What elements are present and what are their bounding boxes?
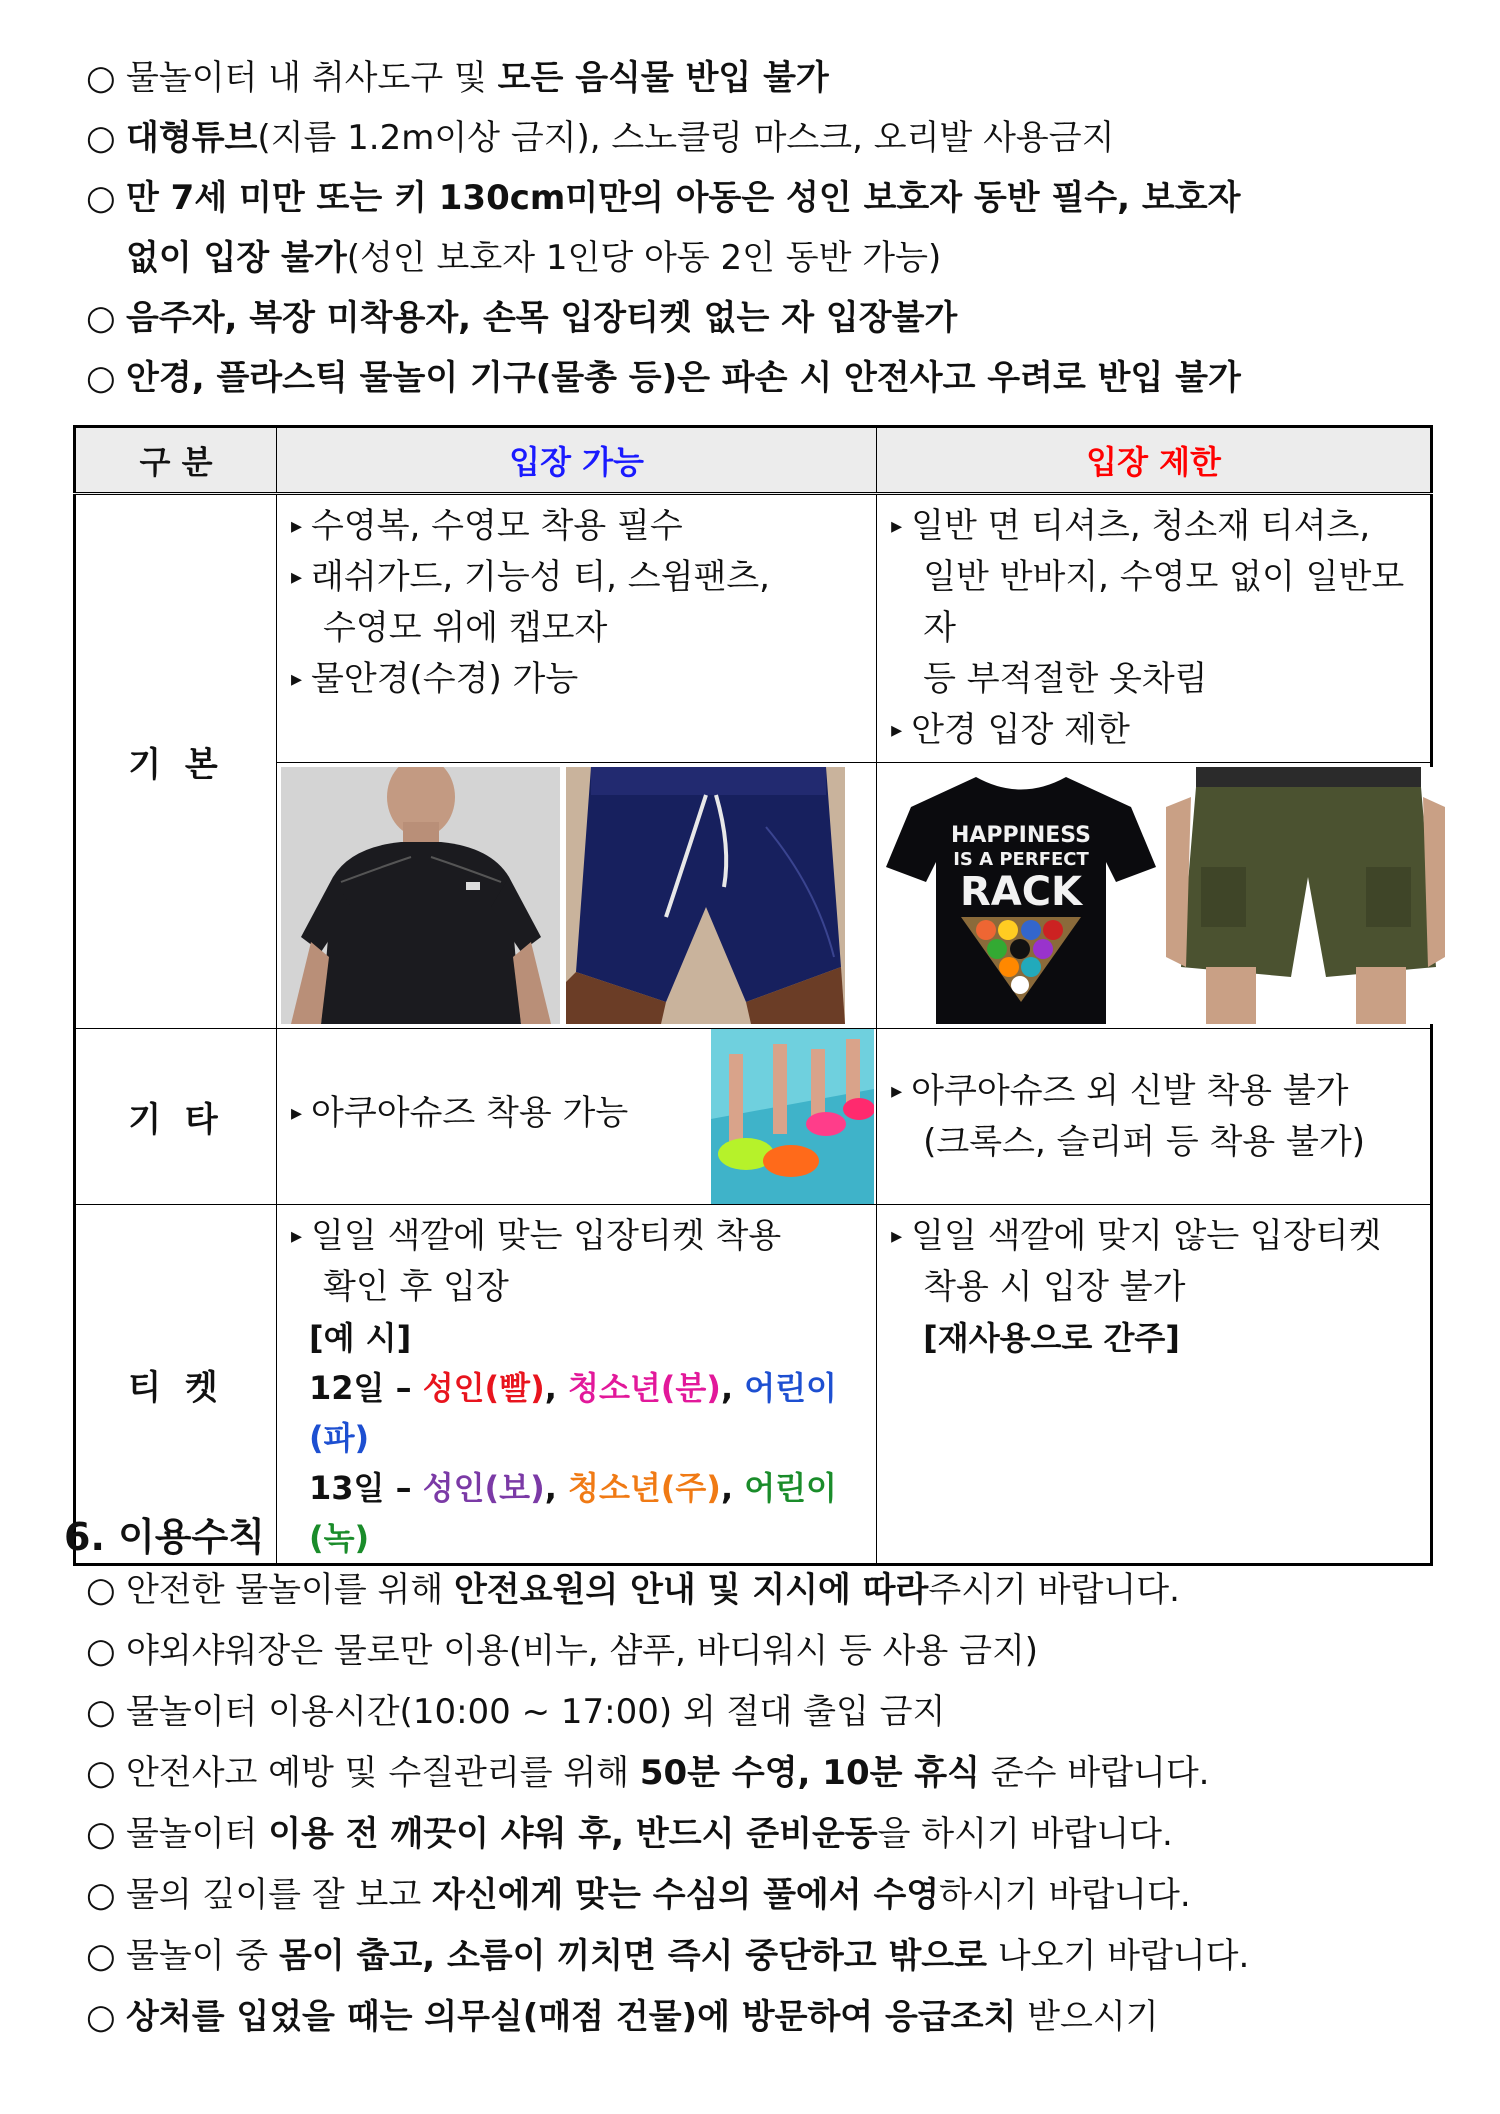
usage-rule-5-part-2: 이용 전 깨끗이 샤워 후, 반드시 준비운동 xyxy=(268,1814,878,1854)
ticket-deny-line-2: 착용 시 입장 불가 xyxy=(923,1267,1186,1307)
top-rule-2-part-1: 대형튜브 xyxy=(126,118,258,158)
usage-rule-6-part-1: 물의 깊이를 잘 보고 xyxy=(126,1875,432,1915)
basic-allow-line-2: ▸ 래쉬가드, 기능성 티, 스윔팬츠, xyxy=(291,552,864,603)
top-rule-3-part-1: 만 7세 미만 또는 키 130cm미만의 아동은 성인 보호자 동반 필수, 보호자 xyxy=(126,178,1241,218)
circle-bullet-icon: ○ xyxy=(86,118,116,158)
ticket-deny-note: [재사용으로 간주] xyxy=(923,1319,1180,1357)
top-rule-2 xyxy=(86,118,1114,158)
top-rule-2-part-2: (지름 1.2m이상 금지), 스노클링 마스크, 오리발 사용금지 xyxy=(257,118,1115,158)
basic-allow-line-1: ▸ 수영복, 수영모 착용 필수 xyxy=(291,501,864,552)
circle-bullet-icon: ○ xyxy=(86,1570,116,1610)
top-rule-4-part-2: (성인 보호자 1인당 아동 2인 동반 가능) xyxy=(346,238,942,278)
usage-rule-4-part-1: 안전사고 예방 및 수질관리를 위해 xyxy=(126,1753,640,1793)
usage-rule-6-part-3: 하시기 바랍니다. xyxy=(939,1875,1191,1915)
top-rule-1 xyxy=(86,58,829,98)
ticket-deny-line-1: ▸ 일일 색깔에 맞지 않는 입장티켓 xyxy=(891,1211,1418,1262)
usage-rule-7-part-2: 몸이 춥고, 소름이 끼치면 즉시 중단하고 밖으로 xyxy=(279,1936,987,1976)
day13-ticket-1: 성인(보) xyxy=(422,1469,545,1507)
basic-deny-line-2: 일반 반바지, 수영모 없이 일반모자 xyxy=(923,557,1405,648)
aqua-shoes-photo xyxy=(711,1029,874,1204)
section-6-title: 6. 이용수칙 xyxy=(64,1515,265,1559)
usage-rule-3-part-1: 물놀이터 이용시간(10:00 ~ 17:00) 외 절대 출입 금지 xyxy=(126,1692,946,1732)
usage-rule-8-part-1: 상처를 입었을 때는 의무실(매점 건물)에 방문하여 응급조치 xyxy=(126,1997,1017,2037)
row-label-etc: 기 타 xyxy=(75,1029,277,1205)
basic-deny-line-1: ▸ 일반 면 티셔츠, 청소재 티셔츠, xyxy=(891,501,1418,552)
shirt-text-3: RACK xyxy=(960,869,1083,915)
top-rule-6 xyxy=(86,358,1241,398)
usage-rule-1 xyxy=(86,1570,1180,1610)
circle-bullet-icon: ○ xyxy=(86,298,116,338)
header-category: 구 분 xyxy=(75,427,277,494)
usage-rule-5-part-3: 을 하시기 바랍니다. xyxy=(877,1814,1173,1854)
circle-bullet-icon: ○ xyxy=(86,358,116,398)
usage-rule-7-part-1: 물놀이 중 xyxy=(126,1936,279,1976)
etc-deny-line-2: (크록스, 슬리퍼 등 착용 불가) xyxy=(923,1121,1366,1162)
basic-restricted-cell xyxy=(877,494,1432,763)
usage-rule-3 xyxy=(86,1692,945,1732)
basic-allow-line-4: ▸ 물안경(수경) 가능 xyxy=(291,654,864,705)
shirt-text-2: IS A PERFECT xyxy=(953,849,1089,870)
day13-day: 13일 – xyxy=(309,1469,423,1507)
allowed-photos-cell xyxy=(277,763,877,1029)
top-rule-5-part-1: 음주자, 복장 미착용자, 손목 입장티켓 없는 자 입장불가 xyxy=(126,298,958,338)
day12-ticket-3: 어린이(파) xyxy=(309,1369,837,1457)
usage-rule-7-part-3: 나오기 바랍니다. xyxy=(986,1936,1250,1976)
swim-shorts-photo xyxy=(566,767,845,1024)
circle-bullet-icon: ○ xyxy=(86,1936,116,1976)
restricted-photos-cell xyxy=(877,763,1432,1029)
header-allowed: 입장 가능 xyxy=(277,427,877,494)
comma-separator: , xyxy=(544,1369,569,1407)
row-label-ticket: 티 켓 xyxy=(75,1205,277,1565)
circle-bullet-icon: ○ xyxy=(86,1997,116,2037)
circle-bullet-icon: ○ xyxy=(86,1692,116,1732)
day13-ticket-3: 어린이(녹) xyxy=(309,1469,837,1557)
etc-allowed-cell xyxy=(277,1029,877,1205)
top-rule-4 xyxy=(86,238,941,278)
basic-allowed-cell xyxy=(277,494,877,763)
comma-separator: , xyxy=(720,1469,745,1507)
ticket-allow-line-1: ▸ 일일 색깔에 맞는 입장티켓 착용 xyxy=(291,1211,864,1262)
usage-rule-6-part-2: 자신에게 맞는 수심의 풀에서 수영 xyxy=(431,1875,940,1915)
rash-guard-photo xyxy=(281,767,560,1024)
ticket-restricted-cell xyxy=(877,1205,1432,1565)
header-restricted: 입장 제한 xyxy=(877,427,1432,494)
usage-rule-1-part-2: 안전요원의 안내 및 지시에 따라 xyxy=(454,1570,929,1610)
comma-separator: , xyxy=(720,1369,745,1407)
basic-deny-line-3: 등 부적절한 옷차림 xyxy=(923,659,1208,699)
top-rule-6-part-1: 안경, 플라스틱 물놀이 기구(물총 등)은 파손 시 안전사고 우려로 반입 불가 xyxy=(126,358,1241,398)
day12-ticket-2: 청소년(분) xyxy=(568,1369,721,1407)
ticket-example-label: [예 시] xyxy=(309,1319,412,1357)
cargo-shorts-photo xyxy=(1166,767,1445,1024)
basic-allow-line-3: 수영모 위에 캡모자 xyxy=(323,608,608,648)
usage-rule-4-part-3: 준수 바랍니다. xyxy=(979,1753,1210,1793)
comma-separator: , xyxy=(544,1469,569,1507)
row-label-basic: 기 본 xyxy=(75,494,277,1029)
dress-code-table xyxy=(73,425,1433,1566)
shirt-text-1: HAPPINESS xyxy=(951,823,1092,848)
usage-rule-5 xyxy=(86,1814,1173,1854)
ticket-allow-line-2: 확인 후 입장 xyxy=(323,1267,509,1307)
top-rule-5 xyxy=(86,298,957,338)
usage-rule-4-part-2: 50분 수영, 10분 휴식 xyxy=(639,1753,980,1793)
ticket-day-13 xyxy=(277,1463,876,1563)
top-rule-4-part-1: 없이 입장 불가 xyxy=(126,238,347,278)
circle-bullet-icon: ○ xyxy=(86,1814,116,1854)
usage-rule-6 xyxy=(86,1875,1191,1915)
day12-ticket-1: 성인(빨) xyxy=(422,1369,545,1407)
day12-day: 12일 – xyxy=(309,1369,423,1407)
usage-rule-4 xyxy=(86,1753,1209,1793)
top-rule-3 xyxy=(86,178,1240,218)
ticket-allowed-cell xyxy=(277,1205,877,1565)
etc-deny-line-1: ▸ 아쿠아슈즈 외 신발 착용 불가 xyxy=(891,1066,1418,1117)
usage-rule-2 xyxy=(86,1631,1038,1671)
etc-restricted-cell xyxy=(877,1029,1432,1205)
usage-rule-1-part-1: 안전한 물놀이를 위해 xyxy=(126,1570,455,1610)
basic-deny-line-4: ▸ 안경 입장 제한 xyxy=(891,705,1418,756)
circle-bullet-icon: ○ xyxy=(86,178,116,218)
circle-bullet-icon: ○ xyxy=(86,1631,116,1671)
usage-rule-7 xyxy=(86,1936,1249,1976)
circle-bullet-icon: ○ xyxy=(86,1753,116,1793)
usage-rule-8 xyxy=(86,1997,1159,2037)
top-rule-1-part-1: 물놀이터 내 취사도구 및 xyxy=(126,58,498,98)
etc-allowed-text: ▸ 아쿠아슈즈 착용 가능 xyxy=(291,1088,864,1139)
usage-rule-1-part-3: 주시기 바랍니다. xyxy=(928,1570,1180,1610)
circle-bullet-icon: ○ xyxy=(86,58,116,98)
top-rule-1-part-2: 모든 음식물 반입 불가 xyxy=(497,58,829,98)
cotton-tshirt-photo xyxy=(881,767,1160,1024)
day13-ticket-2: 청소년(주) xyxy=(568,1469,721,1507)
usage-rule-5-part-1: 물놀이터 xyxy=(126,1814,269,1854)
usage-rule-8-part-2: 받으시기 xyxy=(1016,1997,1159,2037)
circle-bullet-icon: ○ xyxy=(86,1875,116,1915)
usage-rule-2-part-1: 야외샤워장은 물로만 이용(비누, 샴푸, 바디워시 등 사용 금지) xyxy=(126,1631,1039,1671)
ticket-day-12 xyxy=(277,1363,876,1463)
